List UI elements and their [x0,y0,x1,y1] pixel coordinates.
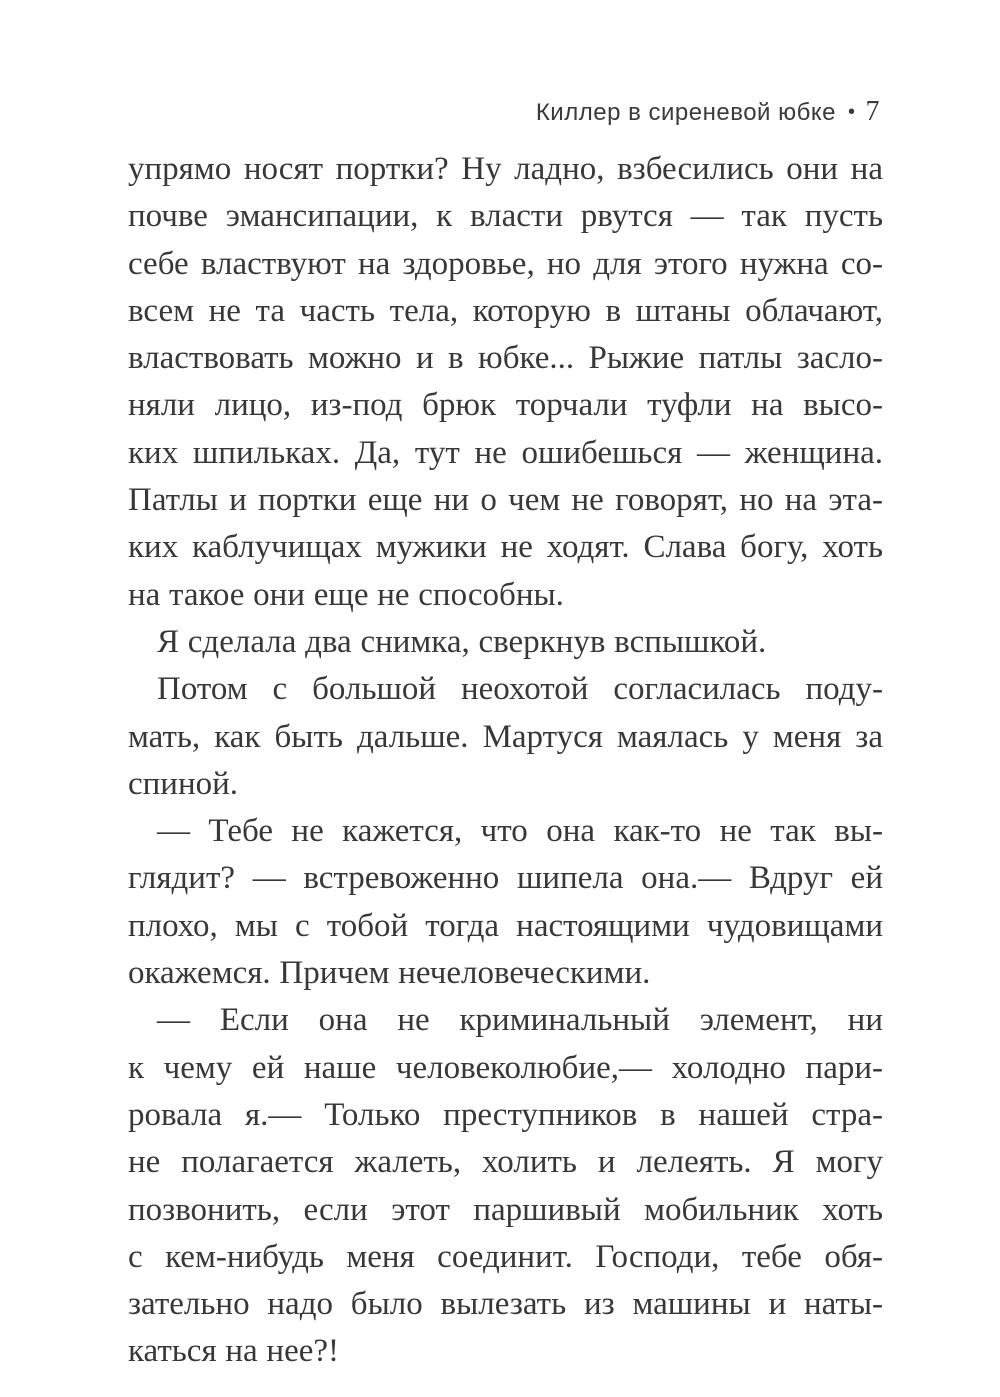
text-line: няли лицо, из-под брюк торчали туфли на высо- [128,387,883,424]
text-line: ких каблучищах мужики не ходят. Слава богу, хоть [128,529,883,566]
text-line: — Если она не криминальный элемент, ни [157,1002,883,1039]
text-line: на такое они еще не способны. [128,576,564,613]
text-line: Патлы и портки еще ни о чем не говорят, но на эта- [128,482,883,519]
text-line: властвовать можно и в юбке... Рыжие патлы засло- [128,340,883,377]
text-line: Я сделала два снимка, сверкнув вспышкой. [157,623,767,660]
header-bullet: • [847,101,856,123]
text-line: спиной. [128,765,239,802]
text-line: почве эмансипации, к власти рвутся — так пусть [128,198,883,235]
text-line: Потом с большой неохотой согласилась поду- [157,671,883,708]
running-title: Киллер в сиреневой юбке [535,99,836,126]
text-line: упрямо носят портки? Ну ладно, взбесились они на [128,151,883,187]
text-line: зательно надо было вылезать из машины и наты- [128,1286,883,1323]
text-line: — Тебе не кажется, что она как-то не так вы- [157,813,883,850]
body-text [128,146,883,1376]
text-line: ких шпильках. Да, тут не ошибешься — женщина. [128,434,883,471]
text-line: позвонить, если этот паршивый мобильник хоть [128,1191,883,1228]
text-line: плохо, мы с тобой тогда настоящими чудовищами [128,907,883,944]
text-line: мать, как быть дальше. Мартуся маялась у меня за [128,718,883,755]
text-line: каться на нее?! [128,1333,340,1370]
text-line: окажемся. Причем нечеловеческими. [128,955,651,992]
text-line: к чему ей наше человеколюбие,— холодно пари- [128,1049,883,1086]
text-line: ровала я.— Только преступников в нашей стра- [128,1096,883,1133]
text-line: глядит? — встревоженно шипела она.— Вдруг ей [128,860,883,897]
text-line: с кем-нибудь меня соединит. Господи, тебе обя- [128,1238,883,1275]
running-header [536,96,880,128]
page-number: 7 [865,96,880,127]
text-line: себе властвуют на здоровье, но для этого нужна со- [128,245,883,282]
text-line: всем не та часть тела, которую в штаны облачают, [128,292,883,329]
text-line: не полагается жалеть, холить и лелеять. Я могу [128,1144,883,1181]
